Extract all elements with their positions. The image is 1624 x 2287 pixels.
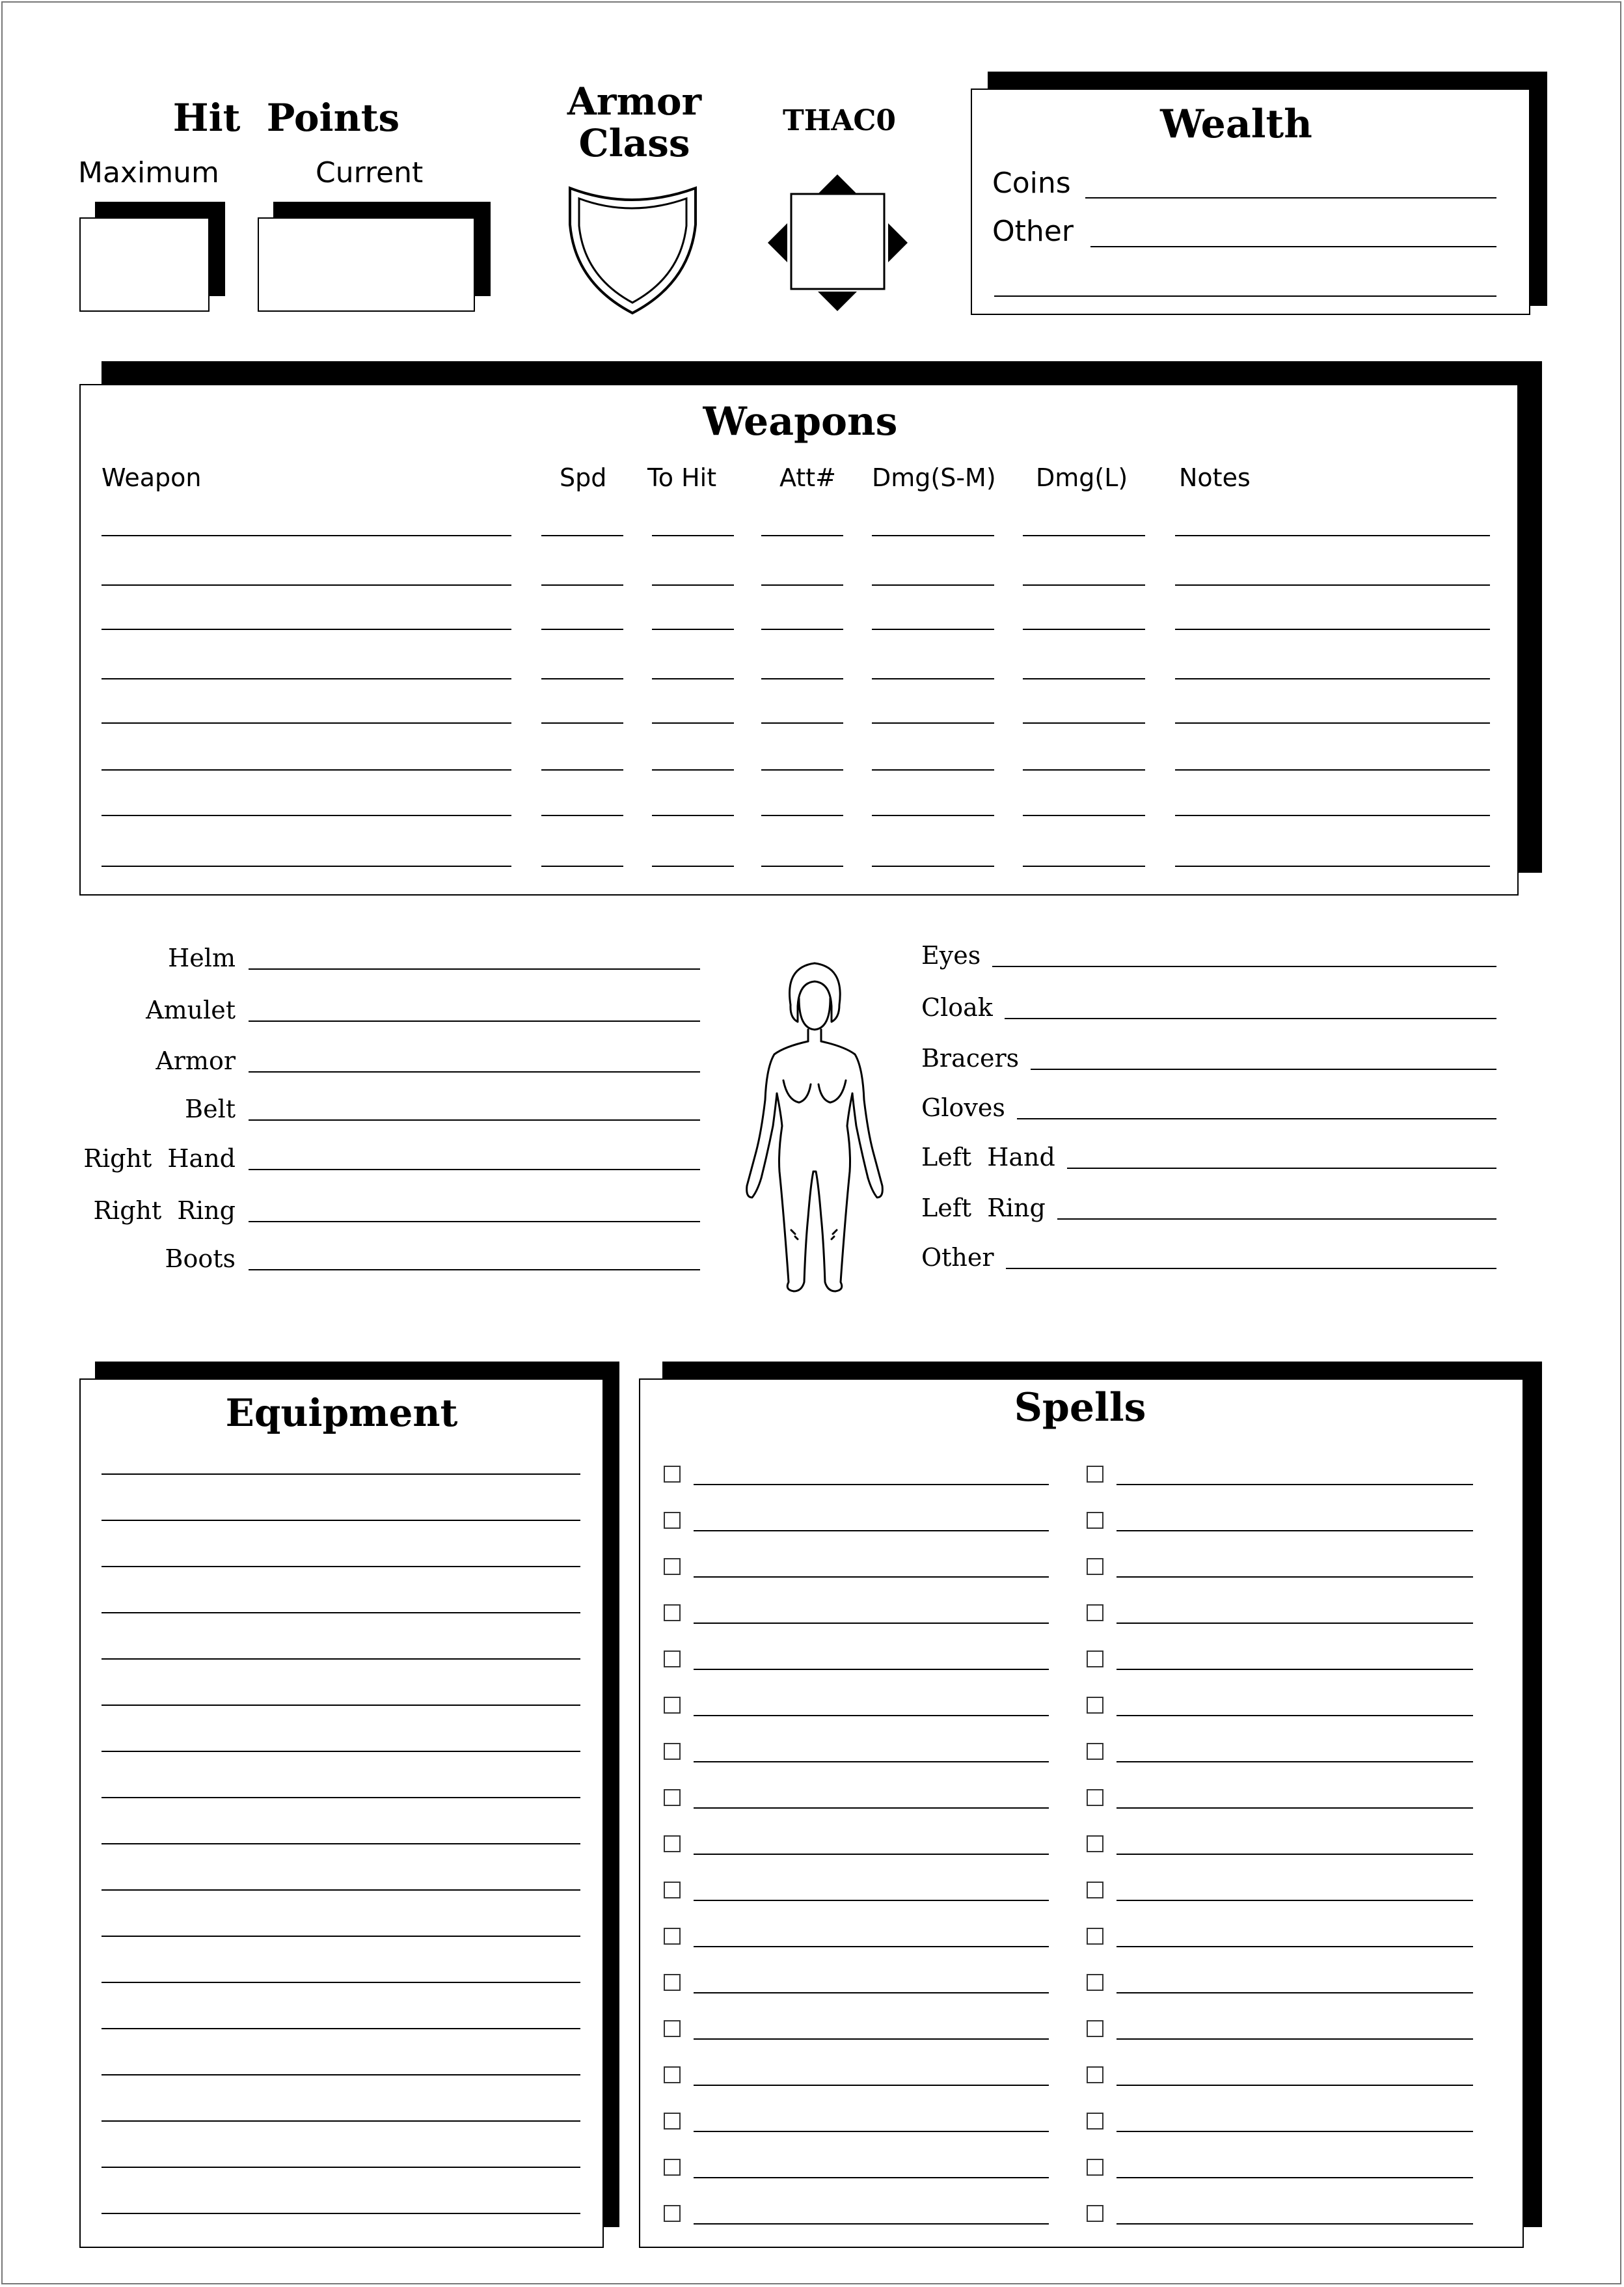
weapons-cell-line[interactable]	[1023, 629, 1145, 630]
body-slot-line[interactable]	[1067, 1168, 1496, 1169]
spell-line[interactable]	[694, 1761, 1049, 1762]
weapons-cell-line[interactable]	[761, 769, 843, 771]
spell-line[interactable]	[694, 1484, 1049, 1485]
weapons-cell-line[interactable]	[102, 535, 511, 536]
weapons-cell-line[interactable]	[1023, 535, 1145, 536]
spell-line[interactable]	[1116, 2131, 1473, 2132]
spell-checkbox[interactable]	[1087, 1604, 1103, 1621]
body-slot-line[interactable]	[1017, 1118, 1496, 1119]
wealth-other-line[interactable]	[1090, 246, 1496, 247]
equipment-line[interactable]	[102, 1936, 580, 1937]
thac0-diamond-icon[interactable]	[768, 174, 908, 311]
weapons-cell-line[interactable]	[652, 722, 734, 724]
spell-checkbox[interactable]	[1087, 1743, 1103, 1760]
weapons-cell-line[interactable]	[761, 722, 843, 724]
spells-title: Spells	[1014, 1385, 1146, 1431]
equipment-line[interactable]	[102, 2028, 580, 2029]
weapons-cell-line[interactable]	[102, 769, 511, 771]
weapons-cell-line[interactable]	[1175, 769, 1490, 771]
spell-checkbox[interactable]	[1087, 2205, 1103, 2222]
weapons-cell-line[interactable]	[1023, 678, 1145, 679]
weapons-column-header: Spd	[560, 463, 607, 492]
body-slot-label: Amulet	[146, 996, 236, 1024]
weapons-cell-line[interactable]	[761, 678, 843, 679]
spells-panel	[639, 1378, 1524, 2248]
weapons-cell-line[interactable]	[541, 769, 623, 771]
spell-line[interactable]	[1116, 1576, 1473, 1578]
spell-checkbox[interactable]	[664, 1789, 681, 1806]
body-slot-line[interactable]	[249, 1169, 700, 1170]
equipment-line[interactable]	[102, 1705, 580, 1706]
weapons-cell-line[interactable]	[1175, 535, 1490, 536]
weapons-cell-line[interactable]	[1175, 866, 1490, 867]
weapons-cell-line[interactable]	[1023, 722, 1145, 724]
equipment-title: Equipment	[225, 1391, 458, 1435]
body-slot-line[interactable]	[249, 1020, 700, 1022]
spell-line[interactable]	[694, 2223, 1049, 2225]
armor-class-title-line1: Armor	[567, 79, 702, 124]
weapons-cell-line[interactable]	[102, 815, 511, 816]
weapons-cell-line[interactable]	[541, 535, 623, 536]
spell-line[interactable]	[1116, 1807, 1473, 1809]
weapons-cell-line[interactable]	[652, 629, 734, 630]
spell-line[interactable]	[1116, 1484, 1473, 1485]
weapons-cell-line[interactable]	[102, 678, 511, 679]
weapons-cell-line[interactable]	[541, 722, 623, 724]
spell-checkbox[interactable]	[664, 1650, 681, 1667]
body-slot-label: Eyes	[921, 941, 981, 970]
body-slot-line[interactable]	[249, 968, 700, 970]
equipment-panel	[79, 1378, 604, 2248]
weapons-column-header: To Hit	[647, 463, 717, 492]
spell-checkbox[interactable]	[664, 1558, 681, 1575]
weapons-cell-line[interactable]	[872, 722, 994, 724]
weapons-cell-line[interactable]	[761, 866, 843, 867]
weapons-cell-line[interactable]	[1175, 815, 1490, 816]
weapons-cell-line[interactable]	[1175, 584, 1490, 586]
spell-checkbox[interactable]	[1087, 1650, 1103, 1667]
weapons-cell-line[interactable]	[541, 815, 623, 816]
spell-line[interactable]	[694, 1669, 1049, 1670]
weapons-panel	[79, 384, 1519, 896]
equipment-line[interactable]	[102, 1473, 580, 1475]
weapons-cell-line[interactable]	[761, 584, 843, 586]
spell-line[interactable]	[694, 1992, 1049, 1993]
equipment-line[interactable]	[102, 1797, 580, 1798]
body-slot-line[interactable]	[249, 1221, 700, 1222]
spell-line[interactable]	[694, 2085, 1049, 2086]
weapons-cell-line[interactable]	[541, 584, 623, 586]
spell-checkbox[interactable]	[664, 2020, 681, 2037]
body-slot-line[interactable]	[1031, 1069, 1496, 1070]
weapons-title: Weapons	[703, 399, 898, 445]
spell-checkbox[interactable]	[664, 1882, 681, 1898]
spell-checkbox[interactable]	[664, 1466, 681, 1483]
weapons-cell-line[interactable]	[761, 535, 843, 536]
weapons-cell-line[interactable]	[541, 629, 623, 630]
body-slot-label: Belt	[185, 1095, 236, 1123]
spell-line[interactable]	[1116, 1669, 1473, 1670]
body-slot-line[interactable]	[1005, 1018, 1496, 1019]
body-slot-label: Gloves	[921, 1093, 1005, 1122]
weapons-cell-line[interactable]	[1175, 678, 1490, 679]
spell-line[interactable]	[694, 2131, 1049, 2132]
spell-line[interactable]	[1116, 1900, 1473, 1901]
weapons-cell-line[interactable]	[1023, 866, 1145, 867]
spell-line[interactable]	[694, 1530, 1049, 1531]
body-slot-line[interactable]	[1006, 1268, 1496, 1269]
equipment-line[interactable]	[102, 1889, 580, 1891]
equipment-line[interactable]	[102, 2120, 580, 2122]
spell-line[interactable]	[694, 1807, 1049, 1809]
spell-checkbox[interactable]	[664, 2205, 681, 2222]
equipment-line[interactable]	[102, 1566, 580, 1567]
weapons-cell-line[interactable]	[652, 535, 734, 536]
equipment-line[interactable]	[102, 1612, 580, 1613]
armor-class-title	[534, 81, 735, 165]
body-slot-label: Left Hand	[921, 1143, 1055, 1171]
body-slot-line[interactable]	[249, 1269, 700, 1270]
spell-line[interactable]	[1116, 1715, 1473, 1716]
weapons-column-header: Notes	[1179, 463, 1251, 492]
weapons-cell-line[interactable]	[102, 722, 511, 724]
spell-checkbox[interactable]	[664, 1604, 681, 1621]
spell-checkbox[interactable]	[1087, 2113, 1103, 2130]
spell-checkbox[interactable]	[1087, 2020, 1103, 2037]
hit-points-title: Hit Points	[172, 96, 400, 140]
equipment-line[interactable]	[102, 1982, 580, 1983]
spell-line[interactable]	[694, 2177, 1049, 2178]
body-slot-label: Armor	[156, 1047, 236, 1075]
weapons-cell-line[interactable]	[761, 815, 843, 816]
weapons-cell-line[interactable]	[652, 678, 734, 679]
spell-checkbox[interactable]	[1087, 2159, 1103, 2176]
thac0-title: THAC0	[782, 104, 897, 137]
weapons-column-header: Att#	[779, 463, 836, 492]
spell-checkbox[interactable]	[664, 1697, 681, 1714]
weapons-cell-line[interactable]	[652, 584, 734, 586]
weapons-cell-line[interactable]	[541, 678, 623, 679]
spell-checkbox[interactable]	[1087, 1789, 1103, 1806]
equipment-line[interactable]	[102, 1751, 580, 1752]
spell-line[interactable]	[1116, 1946, 1473, 1947]
weapons-cell-line[interactable]	[541, 866, 623, 867]
weapons-cell-line[interactable]	[102, 584, 511, 586]
weapons-cell-line[interactable]	[872, 815, 994, 816]
weapons-cell-line[interactable]	[102, 629, 511, 630]
armor-class-title-line2: Class	[578, 120, 690, 165]
spell-checkbox[interactable]	[1087, 1466, 1103, 1483]
spell-line[interactable]	[1116, 1992, 1473, 1993]
spell-line[interactable]	[694, 1900, 1049, 1901]
equipment-line[interactable]	[102, 2213, 580, 2214]
hp-current-field[interactable]	[258, 217, 475, 312]
wealth-other-label: Other	[992, 215, 1074, 248]
spell-checkbox[interactable]	[1087, 2066, 1103, 2083]
weapons-cell-line[interactable]	[872, 584, 994, 586]
weapons-cell-line[interactable]	[872, 769, 994, 771]
spell-line[interactable]	[1116, 1623, 1473, 1624]
spell-line[interactable]	[694, 1946, 1049, 1947]
female-body-figure-icon	[742, 957, 886, 1295]
spell-checkbox[interactable]	[1087, 1558, 1103, 1575]
spell-checkbox[interactable]	[664, 2113, 681, 2130]
body-slot-label: Bracers	[921, 1044, 1020, 1073]
weapons-cell-line[interactable]	[872, 535, 994, 536]
spell-checkbox[interactable]	[664, 1928, 681, 1945]
spell-line[interactable]	[1116, 1761, 1473, 1762]
hp-current-label: Current	[316, 156, 424, 189]
spell-line[interactable]	[694, 2038, 1049, 2040]
weapons-cell-line[interactable]	[1175, 629, 1490, 630]
spell-checkbox[interactable]	[1087, 1835, 1103, 1852]
body-slot-label: Cloak	[921, 993, 993, 1022]
equipment-line[interactable]	[102, 2074, 580, 2075]
spell-line[interactable]	[694, 1854, 1049, 1855]
equipment-line[interactable]	[102, 1658, 580, 1660]
body-slot-label: Right Hand	[83, 1144, 236, 1173]
spell-checkbox[interactable]	[664, 2066, 681, 2083]
weapons-column-header: Dmg(L)	[1036, 463, 1128, 492]
spell-line[interactable]	[694, 1623, 1049, 1624]
weapons-cell-line[interactable]	[872, 629, 994, 630]
weapons-cell-line[interactable]	[652, 815, 734, 816]
weapons-cell-line[interactable]	[652, 866, 734, 867]
spell-line[interactable]	[694, 1715, 1049, 1716]
spell-checkbox[interactable]	[1087, 1512, 1103, 1529]
spell-checkbox[interactable]	[1087, 1928, 1103, 1945]
body-slot-label: Left Ring	[921, 1194, 1046, 1222]
spell-checkbox[interactable]	[1087, 1697, 1103, 1714]
weapons-column-header: Dmg(S-M)	[872, 463, 996, 492]
weapons-cell-line[interactable]	[102, 866, 511, 867]
weapons-cell-line[interactable]	[652, 769, 734, 771]
weapons-cell-line[interactable]	[872, 866, 994, 867]
spell-line[interactable]	[694, 1576, 1049, 1578]
wealth-coins-line[interactable]	[1085, 197, 1496, 199]
weapons-cell-line[interactable]	[1175, 722, 1490, 724]
body-slot-line[interactable]	[249, 1071, 700, 1073]
spell-line[interactable]	[1116, 2177, 1473, 2178]
wealth-coins-label: Coins	[992, 167, 1071, 200]
weapons-cell-line[interactable]	[761, 629, 843, 630]
spell-line[interactable]	[1116, 2223, 1473, 2225]
equipment-line[interactable]	[102, 2167, 580, 2168]
equipment-line[interactable]	[102, 1520, 580, 1521]
body-slot-label: Right Ring	[93, 1196, 236, 1225]
spell-checkbox[interactable]	[664, 1512, 681, 1529]
spell-line[interactable]	[1116, 2038, 1473, 2040]
weapons-cell-line[interactable]	[1023, 584, 1145, 586]
spell-checkbox[interactable]	[664, 2159, 681, 2176]
armor-shield-icon[interactable]	[566, 185, 699, 316]
weapons-cell-line[interactable]	[872, 678, 994, 679]
hp-maximum-label: Maximum	[78, 156, 219, 189]
spell-checkbox[interactable]	[1087, 1974, 1103, 1991]
body-slot-line[interactable]	[249, 1119, 700, 1121]
body-slot-line[interactable]	[992, 966, 1496, 967]
body-slot-label: Other	[921, 1243, 994, 1272]
spell-line[interactable]	[1116, 1530, 1473, 1531]
body-slot-label: Helm	[168, 944, 236, 972]
spell-checkbox[interactable]	[664, 1974, 681, 1991]
weapons-cell-line[interactable]	[1023, 769, 1145, 771]
weapons-cell-line[interactable]	[1023, 815, 1145, 816]
spell-line[interactable]	[1116, 1854, 1473, 1855]
weapons-column-header: Weapon	[102, 463, 202, 492]
body-slot-label: Boots	[165, 1244, 236, 1273]
spell-line[interactable]	[1116, 2085, 1473, 2086]
spell-checkbox[interactable]	[1087, 1882, 1103, 1898]
wealth-title: Wealth	[1160, 102, 1312, 147]
body-slot-line[interactable]	[1057, 1218, 1496, 1220]
spell-checkbox[interactable]	[664, 1743, 681, 1760]
hp-maximum-field[interactable]	[79, 217, 210, 312]
equipment-line[interactable]	[102, 1843, 580, 1844]
spell-checkbox[interactable]	[664, 1835, 681, 1852]
wealth-extra-line[interactable]	[994, 295, 1496, 297]
